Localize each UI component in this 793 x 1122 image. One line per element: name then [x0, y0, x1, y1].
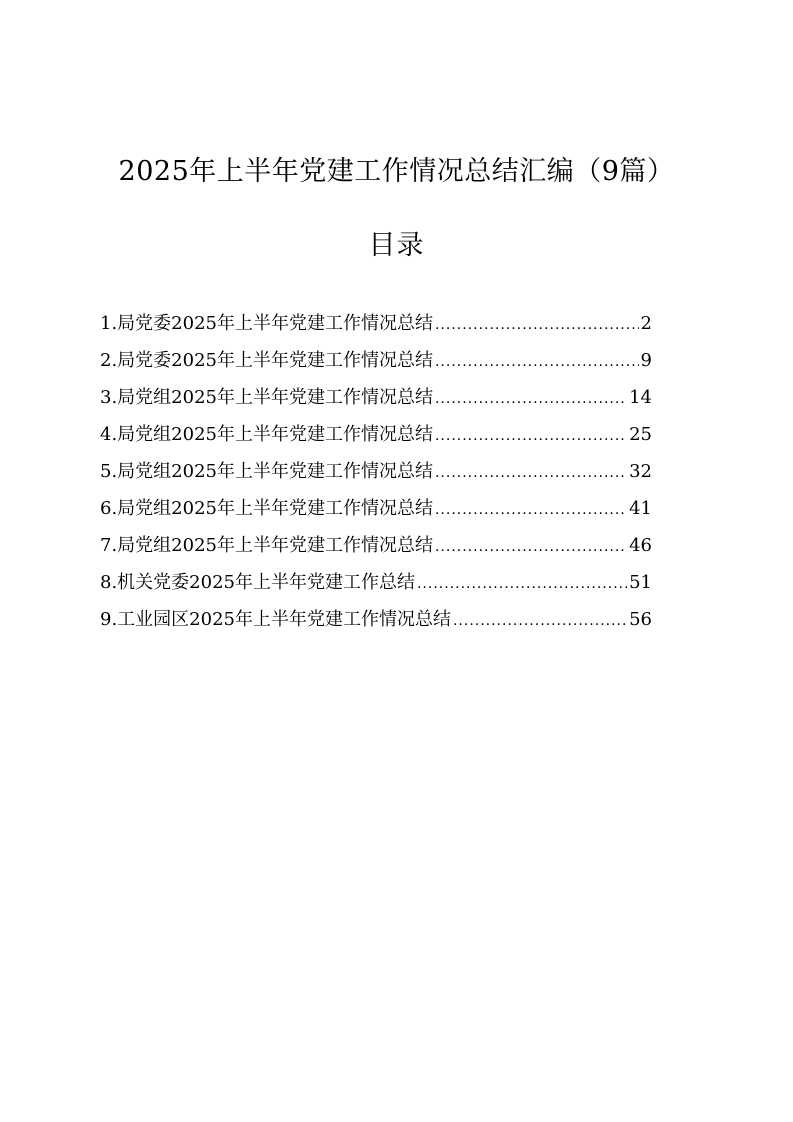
toc-entry-title: 1.局党委2025年上半年党建工作情况总结: [100, 313, 433, 334]
document-title: 2025年上半年党建工作情况总结汇编（9篇）: [118, 156, 675, 187]
toc-entry[interactable]: [100, 531, 652, 568]
table-of-contents: [100, 309, 652, 642]
toc-entry-title: 6.局党组2025年上半年党建工作情况总结: [100, 498, 433, 519]
toc-entry-title: 4.局党组2025年上半年党建工作情况总结: [100, 424, 433, 445]
toc-entry-page: 51: [629, 572, 652, 593]
toc-leader-dots: [435, 458, 627, 488]
toc-entry-title: 9.工业园区2025年上半年党建工作情况总结: [100, 609, 451, 630]
toc-leader-dots: [435, 532, 627, 562]
toc-leader-dots: [453, 606, 627, 636]
toc-entry[interactable]: [100, 568, 652, 605]
toc-entry[interactable]: [100, 346, 652, 383]
toc-entry[interactable]: [100, 457, 652, 494]
toc-entry-title: 2.局党委2025年上半年党建工作情况总结: [100, 350, 433, 371]
toc-leader-dots: [435, 310, 639, 340]
toc-leader-dots: [435, 347, 639, 377]
toc-entry-page: 25: [629, 424, 652, 445]
toc-entry[interactable]: [100, 494, 652, 531]
toc-entry[interactable]: [100, 383, 652, 420]
toc-entry-title: 3.局党组2025年上半年党建工作情况总结: [100, 387, 433, 408]
toc-entry[interactable]: [100, 309, 652, 346]
toc-heading: 目录: [368, 230, 425, 261]
toc-leader-dots: [435, 421, 627, 451]
toc-entry[interactable]: [100, 420, 652, 457]
toc-entry-page: 32: [629, 461, 652, 482]
toc-entry-page: 2: [640, 313, 652, 334]
toc-entry-page: 14: [629, 387, 652, 408]
toc-entry-page: 56: [629, 609, 652, 630]
toc-entry-title: 7.局党组2025年上半年党建工作情况总结: [100, 535, 433, 556]
toc-entry[interactable]: [100, 605, 652, 642]
toc-leader-dots: [417, 569, 627, 599]
toc-entry-page: 46: [629, 535, 652, 556]
toc-entry-page: 9: [640, 350, 652, 371]
toc-leader-dots: [435, 384, 627, 414]
toc-entry-title: 8.机关党委2025年上半年党建工作总结: [100, 572, 415, 593]
toc-entry-page: 41: [629, 498, 652, 519]
toc-leader-dots: [435, 495, 627, 525]
toc-entry-title: 5.局党组2025年上半年党建工作情况总结: [100, 461, 433, 482]
